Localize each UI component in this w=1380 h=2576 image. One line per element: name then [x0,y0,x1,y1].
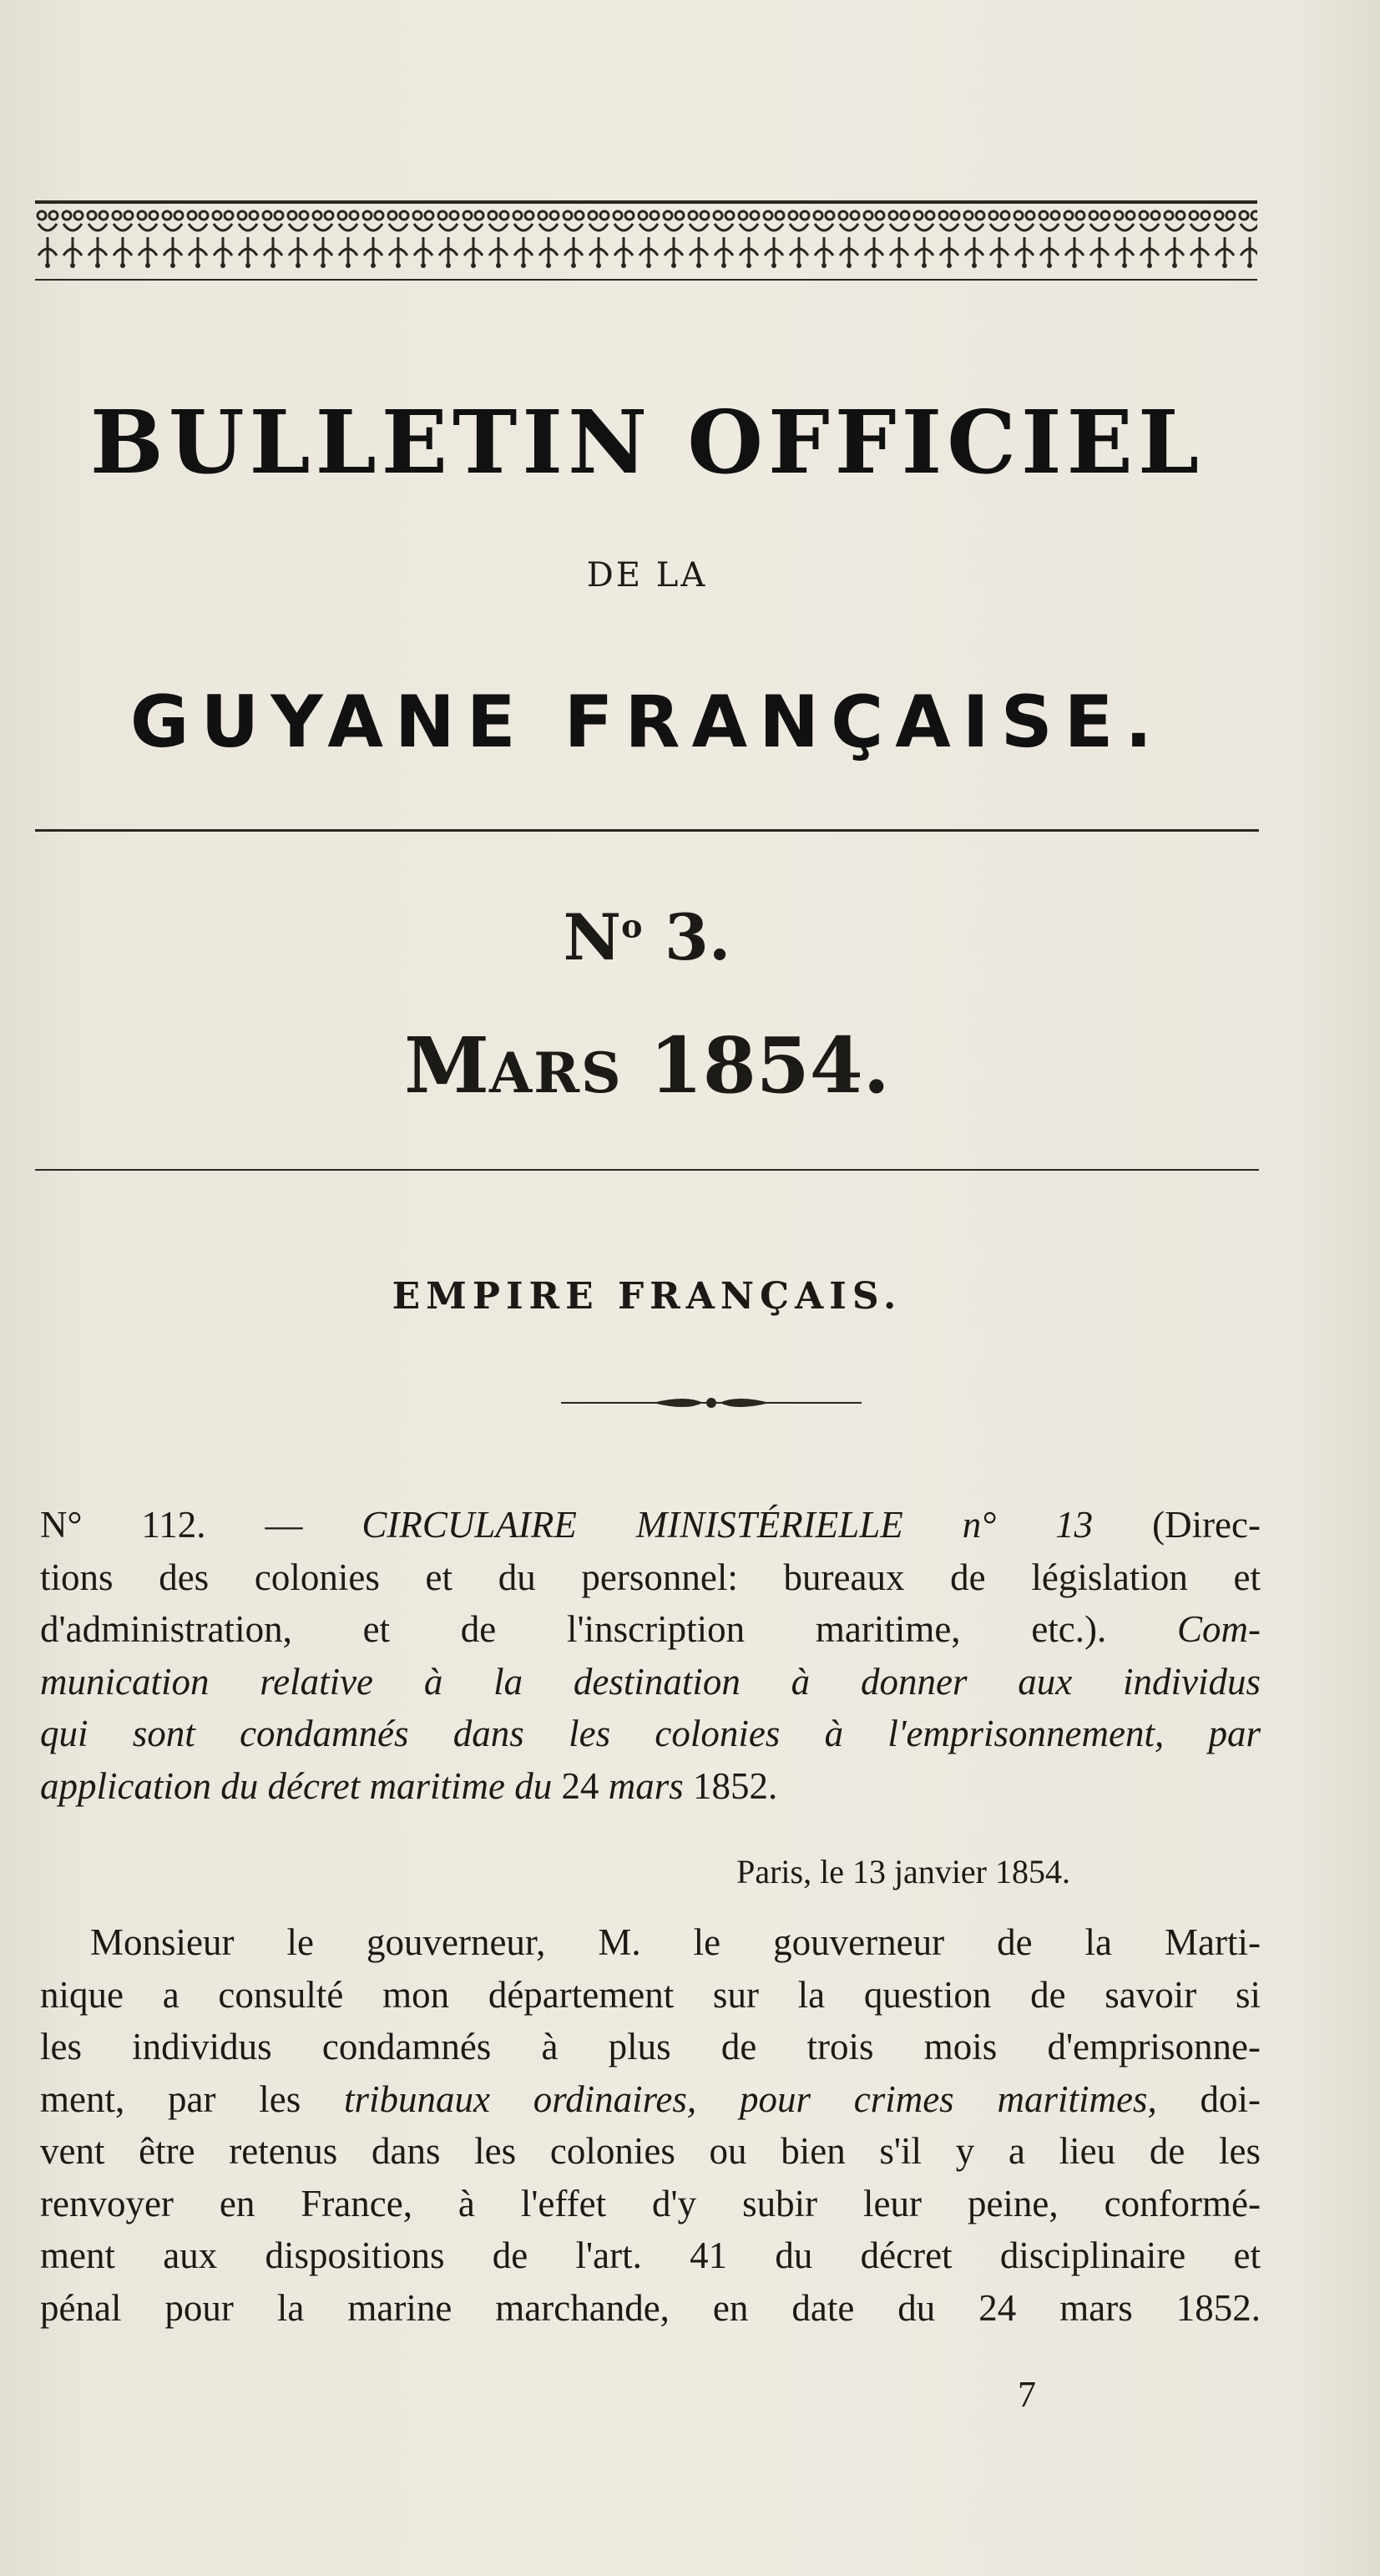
section-heading: EMPIRE FRANÇAIS. [392,1275,902,1318]
divider-rule [35,829,1259,832]
bulletin-title: BULLETIN OFFICIEL [89,391,1205,493]
letter-line: les individus condamnés à plus de trois mois d'emprisonne- [40,2026,1261,2067]
circular-line: application du décret maritime du 24 mars 1852. [40,1764,778,1807]
colony-title: GUYANE FRANÇAISE. [129,681,1165,764]
letter-line: pénal pour la marine marchande, en date du 24 mars 1852. [40,2286,1261,2329]
circular-line: munication relative à la destination à donner aux individus [40,1660,1261,1703]
letter-line: renvoyer en France, à l'effet d'y subir leur peine, conformé- [40,2182,1261,2224]
flourish-ornament [561,1386,862,1420]
letter-line: vent être retenus dans les colonies ou bien s'il y a lieu de les [40,2130,1261,2172]
page-number: 7 [1018,2374,1036,2415]
date-line: Paris, le 13 janvier 1854. [736,1853,1070,1890]
ornamental-border [35,200,1257,281]
circular-line: d'administration, et de l'inscription maritime, etc.). Com- [40,1608,1261,1650]
circular-line: tions des colonies et du personnel: bureaux de législation et [40,1556,1261,1598]
letter-line: Monsieur le gouverneur, M. le gouverneur de la Marti- [90,1921,1261,1963]
issue-date: MARS 1854. [404,1020,890,1111]
letter-line: nique a consulté mon département sur la question de savoir si [40,1973,1261,2016]
letter-body [40,1916,1261,2334]
letter-line: ment, par les tribunaux ordinaires, pour crimes maritimes, doi- [40,2078,1261,2120]
circular-heading [40,1499,1261,1812]
divider-rule [35,1169,1259,1171]
circular-line: N° 112. — CIRCULAIRE MINISTÉRIELLE n° 13 (Direc- [40,1504,1261,1546]
letter-line: ment aux dispositions de l'art. 41 du décret disciplinaire et [40,2234,1261,2276]
title-connector: DE LA [586,556,708,595]
circular-line: qui sont condamnés dans les colonies à l'emprisonnement, par [40,1713,1261,1754]
issue-number: $N^o$ 3. [563,900,731,974]
